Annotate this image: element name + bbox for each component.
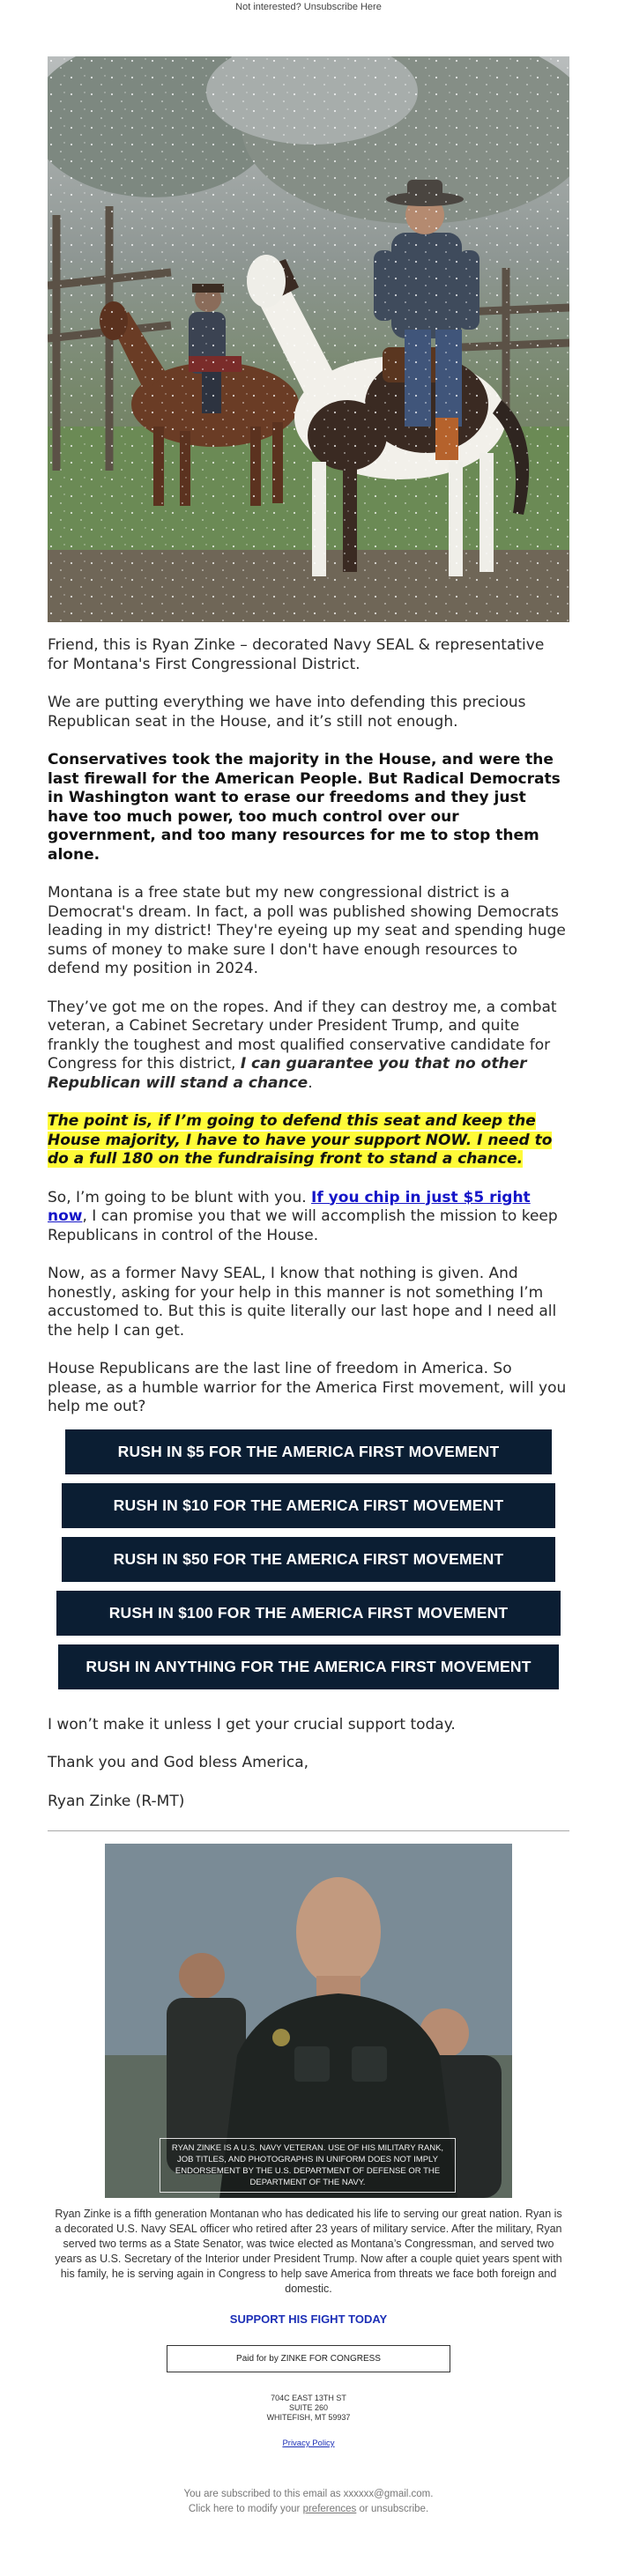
paragraph-bold: Conservatives took the majority in the House, and were the last firewall for the American People. But Radical Democrats in Washington want to erase our freedoms and they just have too much power, too much control over our government, and too many resources for me to stop them alone. xyxy=(48,751,561,864)
bio-photo[interactable] xyxy=(105,1844,512,2198)
paragraph-4: Montana is a free state but my new congressional district is a Democrat's dream. In fact, a poll was published showing Democrats leading in my district! They're eyeing up my seat and spending huge sums of money to make sure I don't have enough resources to defend my position in 2024. xyxy=(48,884,566,977)
preferences-link[interactable]: preferences xyxy=(302,2504,357,2514)
paragraph-7-end: , I can promise you that we will accomplish the mission to keep Republicans in control of the House. xyxy=(48,1207,558,1244)
paid-for-box: Paid for by ZINKE FOR CONGRESS xyxy=(167,2345,450,2372)
donate-buttons xyxy=(48,1429,569,1698)
modify-text: Click here to modify your xyxy=(188,2504,303,2514)
unsubscribe-topline[interactable] xyxy=(0,0,617,25)
paragraph-5-text: They’ve got me on the ropes. And if they can destroy me, a combat veteran, a Cabinet Secretary under President Trump, and quite frankly the toughest and most qualified conservative candidate for Congress for this district, xyxy=(48,998,557,1073)
support-link[interactable]: SUPPORT HIS FIGHT TODAY xyxy=(229,2312,388,2326)
donate-10-button[interactable]: RUSH IN $10 FOR THE AMERICA FIRST MOVEMENT xyxy=(62,1483,555,1528)
closing-1: I won’t make it unless I get your crucial support today. xyxy=(48,1715,456,1733)
paragraph-7-text: So, I’m going to be blunt with you. xyxy=(48,1188,312,1206)
paragraph-5-emphasis: I can guarantee you that no other Republican will stand a chance xyxy=(48,1055,527,1092)
donate-50-button[interactable]: RUSH IN $50 FOR THE AMERICA FIRST MOVEMENT xyxy=(62,1537,555,1582)
address-line-1: 704C EAST 13TH ST xyxy=(271,2394,346,2402)
intro-paragraph: Friend, this is Ryan Zinke – decorated Navy SEAL & representative for Montana's First Congressional District. xyxy=(48,636,545,673)
paragraph-highlight xyxy=(48,1112,569,1169)
address xyxy=(48,2394,569,2423)
divider xyxy=(48,1830,569,1831)
or-text: or xyxy=(356,2504,371,2514)
closing-2: Thank you and God bless America, xyxy=(48,1754,309,1771)
paragraph-8: Now, as a former Navy SEAL, I know that nothing is given. And honestly, asking for your help in this manner is not something I’m accustomed to. But this is quite literally our last hope and I need all the help I can get. xyxy=(48,1265,557,1340)
letter-body xyxy=(43,636,574,2517)
modify-preferences-line xyxy=(48,2502,569,2517)
donate-5-button[interactable]: RUSH IN $5 FOR THE AMERICA FIRST MOVEMENT xyxy=(65,1429,552,1474)
address-line-3: WHITEFISH, MT 59937 xyxy=(266,2413,351,2422)
address-line-2: SUITE 260 xyxy=(288,2403,329,2412)
paragraph-5-end: . xyxy=(308,1073,313,1092)
highlighted-text: The point is, if I’m going to defend this seat and keep the House majority, I have to have your support NOW. I need to do a full 180 on the fundraising front to stand a chance. xyxy=(48,1112,553,1168)
footer-unsubscribe-link[interactable]: unsubscribe xyxy=(370,2504,426,2514)
bio-text: Ryan Zinke is a fifth generation Montanan who has dedicated his life to serving our great nation. Ryan is a decorated U.S. Navy SEAL officer who retired after 23 years of military service. After the military, Ryan served two terms as a State Senator, was twice elected as Montana’s Congressman, and served two years as U.S. Secretary of the Interior under President Trump. Now after a couple quiet years spent with his family, he is serving again in Congress to help save America from threats we face both foreign and domestic. xyxy=(55,2208,562,2295)
unsubscribe-link[interactable]: Not interested? Unsubscribe Here xyxy=(235,2,382,12)
signature: Ryan Zinke (R-MT) xyxy=(48,1792,185,1810)
paragraph-5 xyxy=(48,998,569,1094)
donate-100-button[interactable]: RUSH IN $100 FOR THE AMERICA FIRST MOVEMENT xyxy=(56,1591,561,1636)
paragraph-7 xyxy=(48,1189,569,1246)
footer xyxy=(48,2487,569,2517)
hero-illustration xyxy=(48,56,569,622)
privacy-policy-link[interactable]: Privacy Policy xyxy=(282,2439,335,2448)
period-text: . xyxy=(425,2504,429,2514)
paragraph-2: We are putting everything we have into defending this precious Republican seat in the House, and it’s still not enough. xyxy=(48,694,526,731)
donate-anything-button[interactable]: RUSH IN ANYTHING FOR THE AMERICA FIRST MOVEMENT xyxy=(58,1644,559,1689)
subscription-notice: You are subscribed to this email as xxxxxx@gmail.com. xyxy=(183,2489,434,2499)
paragraph-9: House Republicans are the last line of freedom in America. So please, as a humble warrior for the America First movement, will you help me out? xyxy=(48,1360,567,1415)
chip-in-link[interactable]: If you chip in just $5 right now xyxy=(48,1188,531,1225)
hero-photo[interactable] xyxy=(48,56,569,622)
bio-photo-caption: RYAN ZINKE IS A U.S. NAVY VETERAN. USE OF HIS MILITARY RANK, JOB TITLES, AND PHOTOGRAPHS IN UNIFORM DOES NOT IMPLY ENDORSEMENT BY THE U.S. DEPARTMENT OF DEFENSE OR THE DEPARTMENT OF THE NAVY. xyxy=(160,2138,456,2193)
